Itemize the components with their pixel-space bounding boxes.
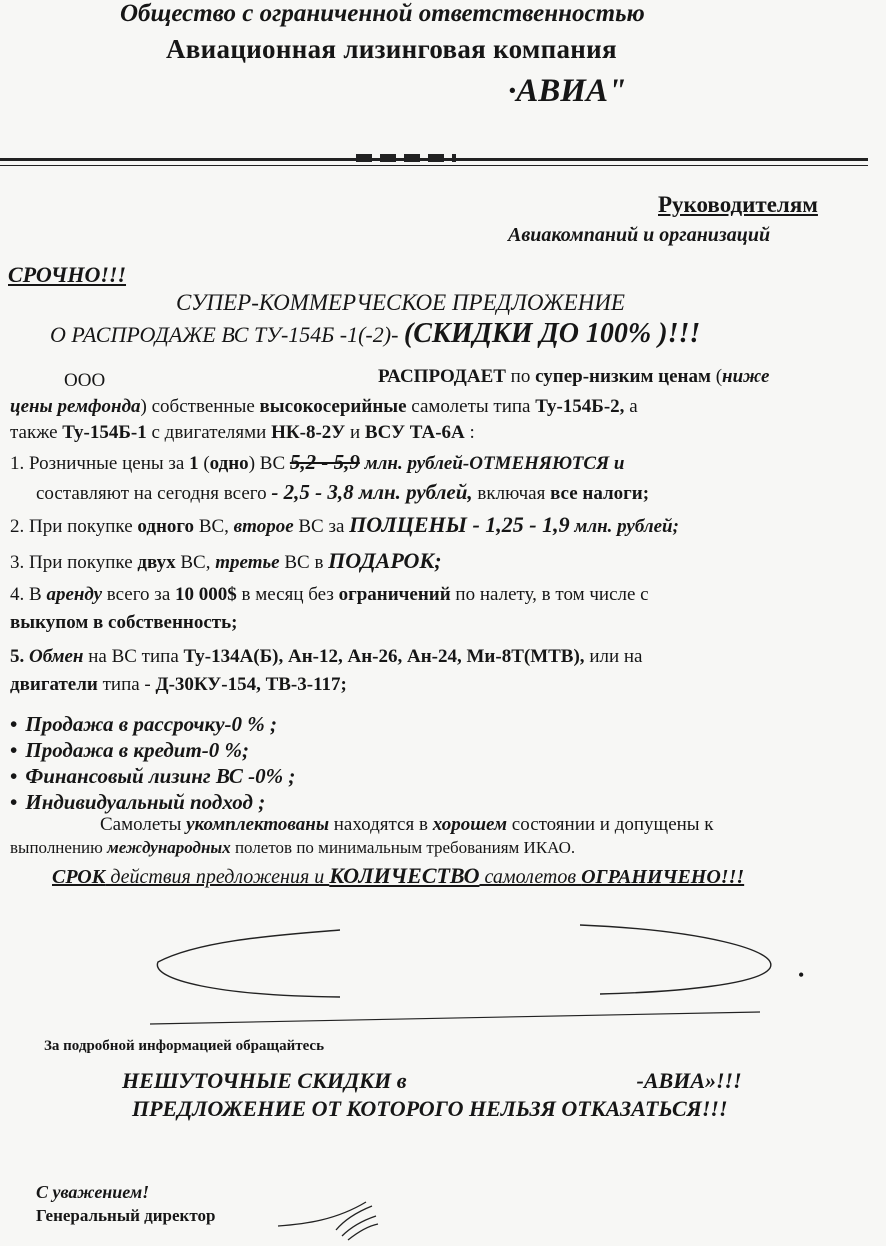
bullet-dot-icon: • <box>10 764 18 788</box>
offer-subtitle-text: О РАСПРОДАЖЕ ВС ТУ-154Б -1(-2)- <box>50 322 399 347</box>
intro-text: по <box>505 366 536 387</box>
company-name: ·АВИА" <box>508 73 627 109</box>
closing-regards: С уважением! <box>36 1182 150 1202</box>
bullet-individual <box>10 790 265 815</box>
item-text: 2. При покупке <box>10 516 138 537</box>
intro-line-3 <box>10 422 475 444</box>
condition-text: полетов по минимальным требованиям ИКАО. <box>230 838 576 857</box>
item-text: ВС, <box>194 516 234 537</box>
item-4-line-2: выкупом в собственность; <box>10 612 238 633</box>
item-text: 5. <box>10 646 29 667</box>
validity-text: действия предложения и <box>105 866 330 888</box>
speck-dot-icon: • <box>798 965 805 985</box>
contact-line: За подробной информацией обращайтесь <box>44 1038 325 1054</box>
offer-title: СУПЕР-КОММЕРЧЕСКОЕ ПРЕДЛОЖЕНИЕ <box>176 290 625 315</box>
item-text: одно <box>209 453 249 474</box>
item-5-line-2 <box>10 674 347 696</box>
bullet-dot-icon: • <box>10 790 18 814</box>
item-text: млн. рублей; <box>569 516 679 537</box>
condition-line-2 <box>10 838 575 858</box>
intro-text: а <box>624 396 638 417</box>
item-3 <box>10 548 442 574</box>
validity-text: самолетов <box>479 866 582 888</box>
slogan-text: -АВИА»!!! <box>636 1068 742 1093</box>
item-text: 3. При покупке <box>10 552 138 573</box>
item-text: типа - <box>97 674 156 695</box>
intro-org: ООО <box>64 370 106 391</box>
item-text: 1. Розничные цены за <box>10 453 190 474</box>
company-legal-form: Общество с ограниченной ответственностью <box>120 0 645 27</box>
bullet-leasing <box>10 764 295 789</box>
item-text: в месяц без <box>236 584 339 605</box>
bullet-dot-icon: • <box>10 738 18 762</box>
slogan-offer: ПРЕДЛОЖЕНИЕ ОТ КОТОРОГО НЕЛЬЗЯ ОТКАЗАТЬСЯ!!! <box>132 1096 728 1121</box>
company-description: Авиационная лизинговая компания <box>166 34 617 64</box>
intro-high-series: высокосерийные <box>259 396 407 417</box>
item-text: 4. В <box>10 584 47 605</box>
intro-sells: РАСПРОДАЕТ <box>378 366 506 387</box>
item-text: 1 <box>189 453 199 474</box>
item-text: ( <box>198 453 210 474</box>
offer-subtitle <box>50 318 700 350</box>
validity-text: ОГРАНИЧЕНО!!! <box>581 866 745 888</box>
intro-apu: ВСУ ТА-6А <box>364 422 465 443</box>
intro-text: с двигателями <box>146 422 272 443</box>
intro-text: также <box>10 422 63 443</box>
item-2 <box>10 512 679 538</box>
old-price: 5,2 - 5,9 <box>289 450 360 474</box>
item-text: по налету, в том числе с <box>450 584 649 605</box>
intro-text: : <box>464 422 475 443</box>
item-text: составляют на сегодня всего <box>36 483 272 504</box>
half-price: ПОЛЦЕНЫ - 1,25 - 1,9 <box>349 512 570 537</box>
bullet-text: Продажа в кредит-0 %; <box>25 738 250 762</box>
item-text: одного <box>137 516 195 537</box>
slogan-text: НЕШУТОЧНЫЕ СКИДКИ в <box>122 1068 407 1093</box>
intro-fund: цены ремфонда <box>10 396 141 417</box>
item-text: третье <box>215 552 280 573</box>
signature-mark <box>276 1196 386 1242</box>
item-text: млн. рублей <box>359 453 463 474</box>
urgent-label: СРОЧНО!!! <box>8 262 127 287</box>
condition-text: находятся в <box>329 814 433 835</box>
condition-text: состоянии и допущены к <box>507 814 714 835</box>
addressee-subtitle: Авиакомпаний и организаций <box>508 224 771 246</box>
item-text: 10 000$ <box>175 584 237 605</box>
item-1-line-1 <box>10 450 625 475</box>
letterhead-rule-bottom <box>0 165 868 166</box>
cancelled-label: -ОТМЕНЯЮТСЯ <box>462 453 610 474</box>
slogan-discounts <box>122 1068 742 1094</box>
gift-label: ПОДАРОК; <box>328 548 442 573</box>
condition-text: укомплектованы <box>186 814 330 835</box>
condition-text: хорошем <box>432 814 508 835</box>
intro-below: ниже <box>722 366 770 387</box>
bullet-text: Индивидуальный подход ; <box>25 790 266 814</box>
item-text: ВС, <box>175 552 216 573</box>
bullet-text: Продажа в рассрочку-0 % ; <box>25 712 278 736</box>
intro-engine: НК-8-2У <box>271 422 346 443</box>
intro-text: и <box>345 422 365 443</box>
new-price: - 2,5 - 3,8 млн. рублей, <box>271 480 473 504</box>
item-text: ВС в <box>279 552 329 573</box>
closing-title: Генеральный директор <box>36 1206 216 1225</box>
intro-line-2 <box>10 396 638 418</box>
intro-model-1: Ту-154Б-2, <box>535 396 625 417</box>
item-text: всего за <box>102 584 175 605</box>
item-text: все налоги; <box>550 483 650 504</box>
item-text: Ту-134А(Б), Ан-12, Ан-26, Ан-24, Ми-8Т(МТВ), <box>183 646 585 667</box>
item-text: двигатели <box>10 674 98 695</box>
validity-text: КОЛИЧЕСТВО <box>329 863 480 888</box>
item-text: ограничений <box>338 584 451 605</box>
intro-line-1 <box>378 366 769 388</box>
condition-text: выполнению <box>10 838 108 857</box>
item-text: на ВС типа <box>83 646 184 667</box>
intro-text: ( <box>710 366 723 387</box>
item-text: ВС за <box>293 516 350 537</box>
addressee-title: Руководителям <box>658 192 818 217</box>
bullet-installment <box>10 712 277 737</box>
intro-model-2: Ту-154Б-1 <box>62 422 147 443</box>
item-text: Обмен <box>29 646 84 667</box>
item-text: второе <box>233 516 294 537</box>
item-text: Д-30КУ-154, ТВ-3-117; <box>155 674 347 695</box>
intro-text: самолеты типа <box>406 396 536 417</box>
stamp-oval <box>140 900 820 1030</box>
validity-text: СРОК <box>52 866 106 888</box>
item-text: и <box>609 453 625 474</box>
letterhead-mark <box>356 154 456 162</box>
bullet-text: Финансовый лизинг ВС -0% ; <box>25 764 296 788</box>
item-4-line-1 <box>10 584 649 606</box>
condition-line-1 <box>100 814 714 836</box>
item-text: аренду <box>46 584 103 605</box>
item-text: или на <box>584 646 643 667</box>
bullet-credit <box>10 738 249 763</box>
validity-notice <box>52 863 744 889</box>
intro-text: ) собственные <box>140 396 260 417</box>
item-text: двух <box>137 552 176 573</box>
item-text: ) ВС <box>248 453 290 474</box>
item-1-line-2 <box>36 480 649 505</box>
discount-headline: (СКИДКИ ДО 100% )!!! <box>403 318 701 349</box>
condition-text: международных <box>107 838 231 857</box>
item-text: включая <box>472 483 551 504</box>
condition-text: Самолеты <box>100 814 187 835</box>
intro-low-prices: супер-низким ценам <box>535 366 711 387</box>
bullet-dot-icon: • <box>10 712 18 736</box>
item-5-line-1 <box>10 646 642 668</box>
